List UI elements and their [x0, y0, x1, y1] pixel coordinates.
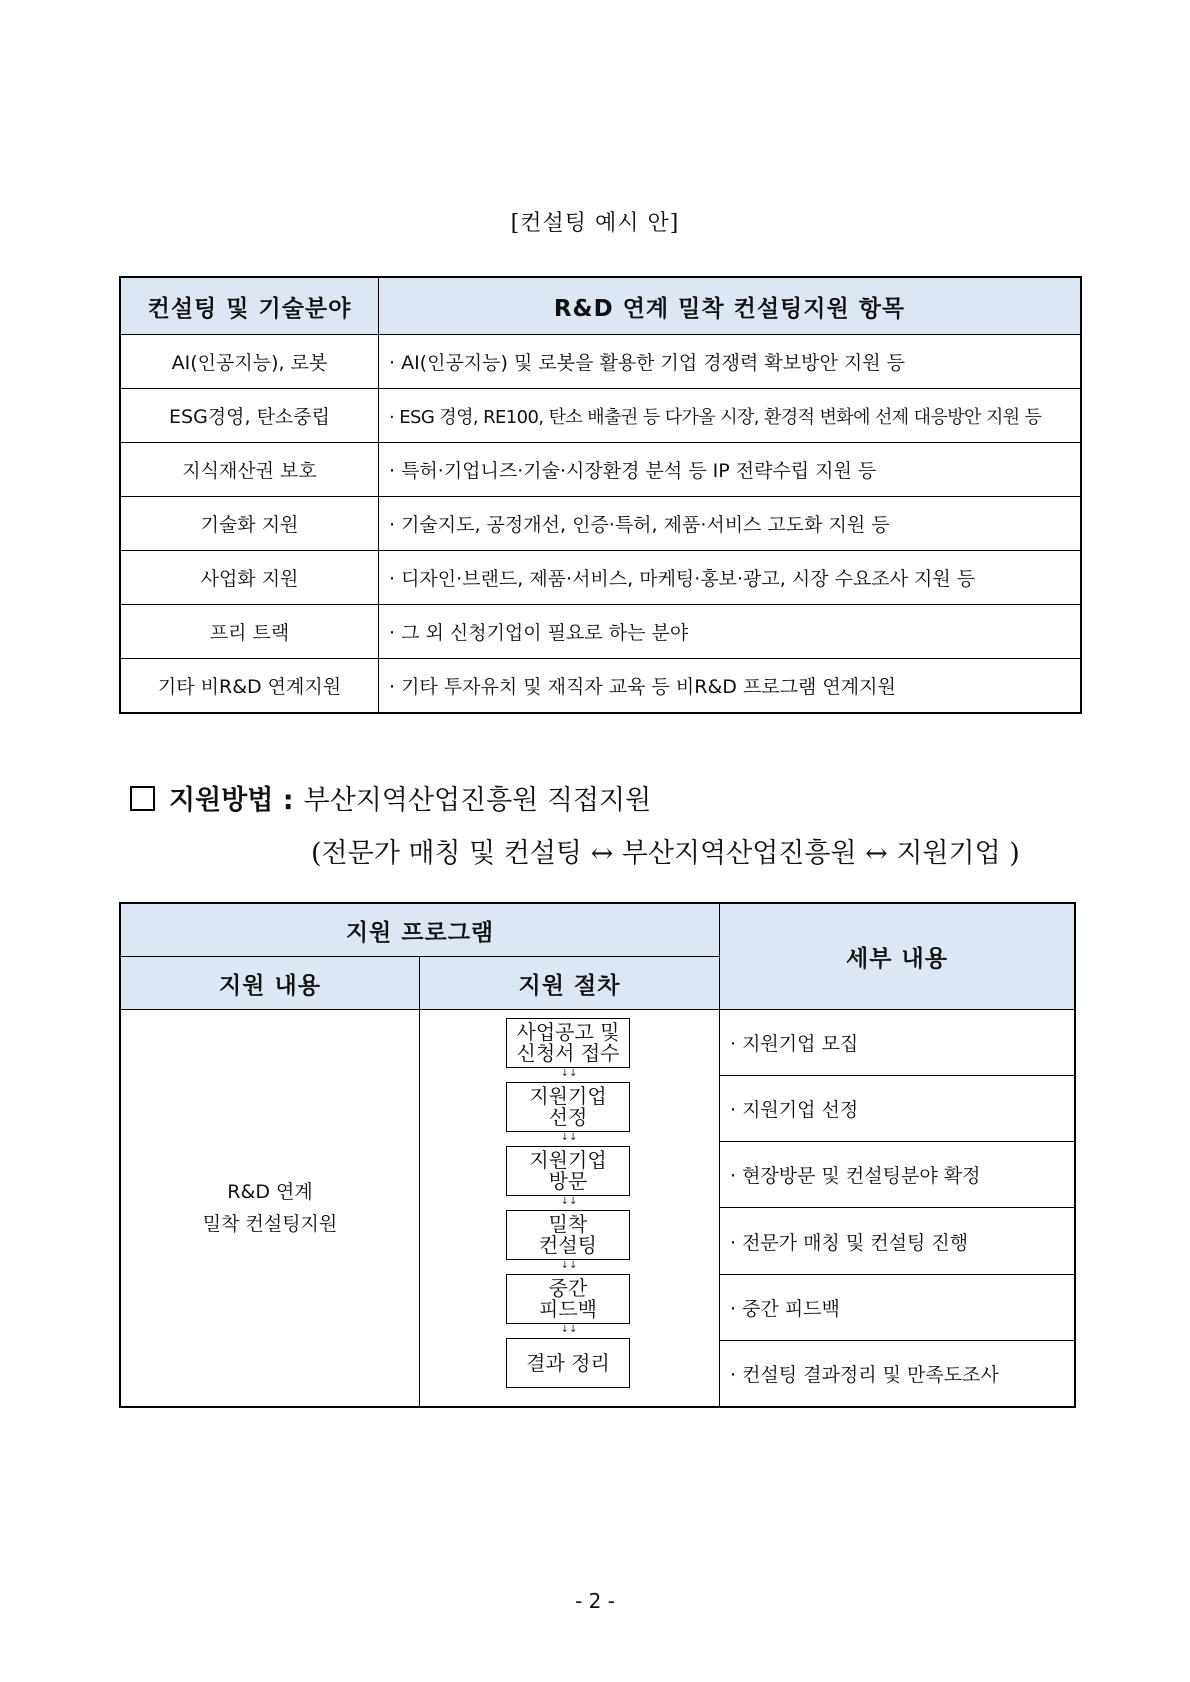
- header-item: R&D 연계 밀착 컨설팅지원 항목: [379, 277, 1082, 335]
- item-cell: · 기술지도, 공정개선, 인증·특허, 제품·서비스 고도화 지원 등: [379, 497, 1082, 551]
- field-cell: 프리 트랙: [120, 605, 379, 659]
- item-cell: · 특허·기업니즈·기술·시장환경 분석 등 IP 전략수립 지원 등: [379, 443, 1082, 497]
- detail-cell: · 지원기업 선정: [720, 1076, 1076, 1142]
- support-method-heading: [130, 778, 651, 817]
- field-cell: 기타 비R&D 연계지원: [120, 659, 379, 714]
- field-cell: AI(인공지능), 로봇: [120, 335, 379, 389]
- flow-step: 사업공고 및 신청서 접수: [506, 1018, 630, 1068]
- down-arrow-icon: ↓↓: [560, 1260, 578, 1271]
- header-detail: 세부 내용: [720, 903, 1076, 1010]
- consulting-fields-table: [119, 276, 1082, 714]
- detail-cell: · 현장방문 및 컨설팅분야 확정: [720, 1142, 1076, 1208]
- content-line: R&D 연계: [227, 1181, 313, 1203]
- detail-cell: · 전문가 매칭 및 컨설팅 진행: [720, 1208, 1076, 1274]
- table-header-row: [120, 903, 1075, 957]
- table-header-row: [120, 277, 1081, 335]
- page-number: - 2 -: [575, 1589, 615, 1613]
- flow-step: 중간 피드백: [506, 1274, 630, 1324]
- flow-step: 지원기업 방문: [506, 1146, 630, 1196]
- checkbox-square-icon: [130, 786, 155, 811]
- field-cell: 기술화 지원: [120, 497, 379, 551]
- detail-cell: · 지원기업 모집: [720, 1010, 1076, 1076]
- header-procedure: 지원 절차: [420, 957, 720, 1010]
- method-subtext: (전문가 매칭 및 컨설팅 ↔ 부산지역산업진흥원 ↔ 지원기업 ): [311, 838, 1020, 869]
- detail-cell: · 중간 피드백: [720, 1274, 1076, 1340]
- down-arrow-icon: ↓↓: [560, 1068, 578, 1079]
- header-content: 지원 내용: [120, 957, 420, 1010]
- item-cell: · ESG 경영, RE100, 탄소 배출권 등 다가올 시장, 환경적 변화에 선제 대응방안 지원 등: [379, 389, 1082, 443]
- support-program-table: [119, 902, 1076, 1408]
- down-arrow-icon: ↓↓: [560, 1132, 578, 1143]
- table-row: [120, 551, 1081, 605]
- table-row: [120, 335, 1081, 389]
- table-row: [120, 1010, 1075, 1076]
- field-cell: 사업화 지원: [120, 551, 379, 605]
- field-cell: 지식재산권 보호: [120, 443, 379, 497]
- method-text: 부산지역산업진흥원 직접지원: [303, 785, 652, 816]
- item-cell: · AI(인공지능) 및 로봇을 활용한 기업 경쟁력 확보방안 지원 등: [379, 335, 1082, 389]
- field-cell: ESG경영, 탄소중립: [120, 389, 379, 443]
- flow-step: 결과 정리: [506, 1338, 630, 1388]
- table-row: [120, 497, 1081, 551]
- flow-step: 지원기업 선정: [506, 1082, 630, 1132]
- support-content-cell: [120, 1010, 420, 1408]
- table-row: [120, 443, 1081, 497]
- table-row: [120, 389, 1081, 443]
- detail-cell: · 컨설팅 결과정리 및 만족도조사: [720, 1340, 1076, 1407]
- item-cell: · 그 외 신청기업이 필요로 하는 분야: [379, 605, 1082, 659]
- header-field: 컨설팅 및 기술분야: [120, 277, 379, 335]
- item-cell: · 디자인·브랜드, 제품·서비스, 마케팅·홍보·광고, 시장 수요조사 지원 등: [379, 551, 1082, 605]
- method-label: 지원방법 :: [169, 785, 294, 816]
- procedure-cell: [420, 1010, 720, 1408]
- down-arrow-icon: ↓↓: [560, 1196, 578, 1207]
- procedure-flowchart: [420, 1010, 719, 1406]
- content-line: 밀착 컨설팅지원: [202, 1213, 338, 1235]
- table-caption: [컨설팅 예시 안]: [510, 211, 680, 236]
- table-row: [120, 605, 1081, 659]
- item-cell: · 기타 투자유치 및 재직자 교육 등 비R&D 프로그램 연계지원: [379, 659, 1082, 714]
- flow-step: 밀착 컨설팅: [506, 1210, 630, 1260]
- down-arrow-icon: ↓↓: [560, 1324, 578, 1335]
- table-row: [120, 659, 1081, 714]
- header-program: 지원 프로그램: [120, 903, 720, 957]
